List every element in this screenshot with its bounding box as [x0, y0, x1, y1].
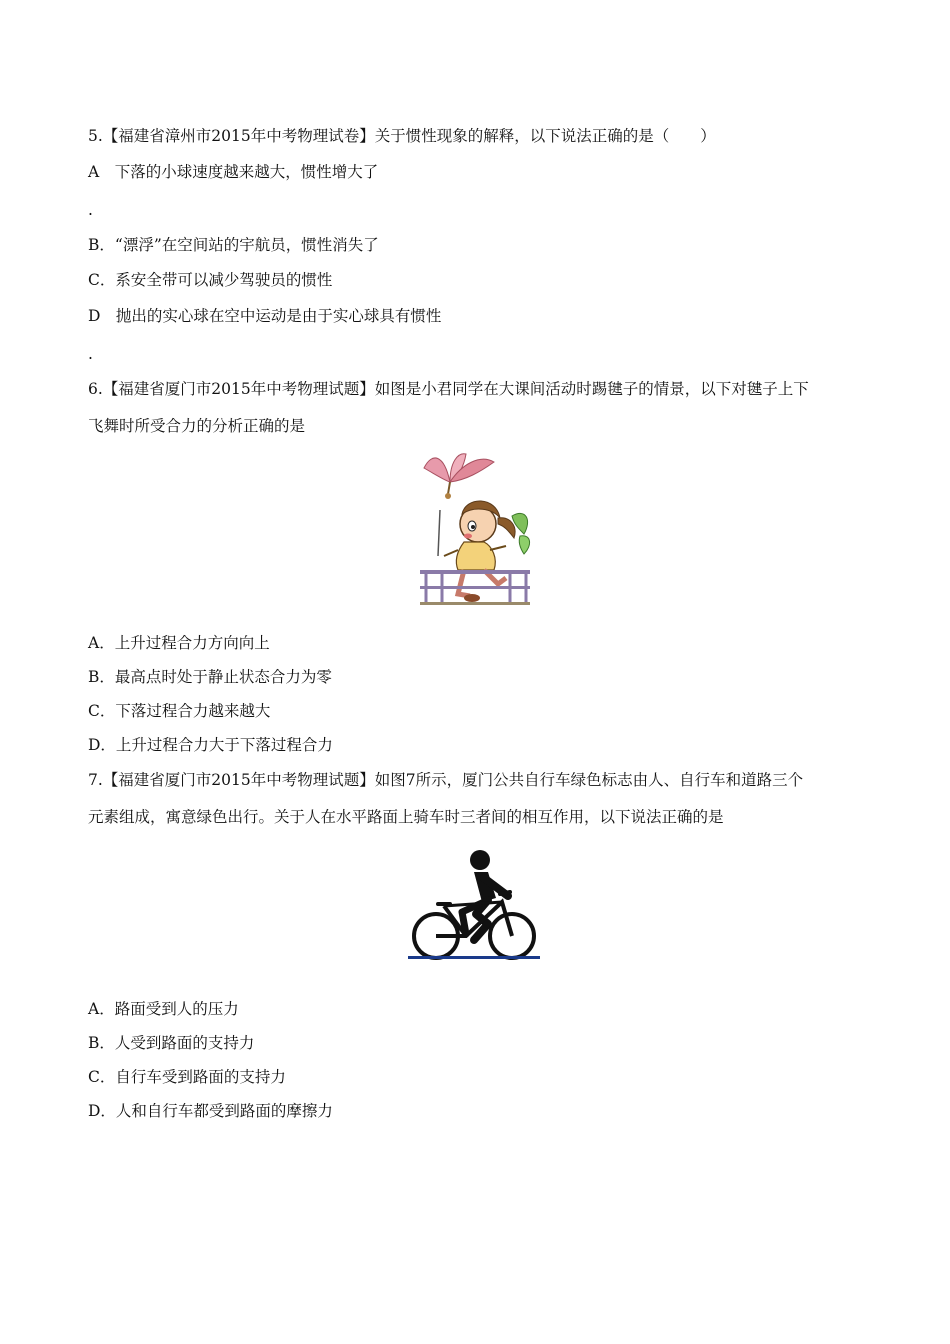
q6-stem-line-2: 飞舞时所受合力的分析正确的是	[88, 417, 306, 435]
q7-option-b: B．人受到路面的支持力	[88, 1034, 255, 1052]
q6-option-b: B．最高点时处于静止状态合力为零	[88, 668, 332, 686]
q7-stem-line-2: 元素组成，寓意绿色出行。关于人在水平路面上骑车时三者间的相互作用，以下说法正确的是	[88, 808, 724, 826]
q6-option-c: C．下落过程合力越来越大	[88, 702, 271, 720]
q5-option-c: C．系安全带可以减少驾驶员的惯性	[88, 271, 333, 289]
q6-option-a: A．上升过程合力方向向上	[88, 634, 270, 652]
shuttlecock-kicking-girl-illustration	[414, 446, 534, 614]
cyclist-pictogram	[404, 842, 544, 966]
q5-dot-1: .	[88, 201, 93, 219]
q6-stem-line-1: 6.【福建省厦门市2015年中考物理试题】如图是小君同学在大课间活动时踢毽子的情景，以下对毽子上下	[88, 380, 809, 398]
q7-option-c: C．自行车受到路面的支持力	[88, 1068, 286, 1086]
q7-stem-line-1: 7.【福建省厦门市2015年中考物理试题】如图7所示，厦门公共自行车绿色标志由人、自行车和道路三个	[88, 771, 804, 789]
q7-option-d: D．人和自行车都受到路面的摩擦力	[88, 1102, 333, 1120]
q6-option-d: D．上升过程合力大于下落过程合力	[88, 736, 333, 754]
q5-stem: 5.【福建省漳州市2015年中考物理试卷】关于惯性现象的解释，以下说法正确的是（ ）	[88, 127, 716, 145]
q5-dot-2: .	[88, 345, 93, 363]
q7-option-a: A．路面受到人的压力	[88, 1000, 239, 1018]
q5-option-b: B．“漂浮”在空间站的宇航员，惯性消失了	[88, 236, 379, 254]
q5-option-a: A 下落的小球速度越来越大，惯性增大了	[88, 163, 379, 181]
q5-option-d: D 抛出的实心球在空中运动是由于实心球具有惯性	[88, 307, 442, 325]
